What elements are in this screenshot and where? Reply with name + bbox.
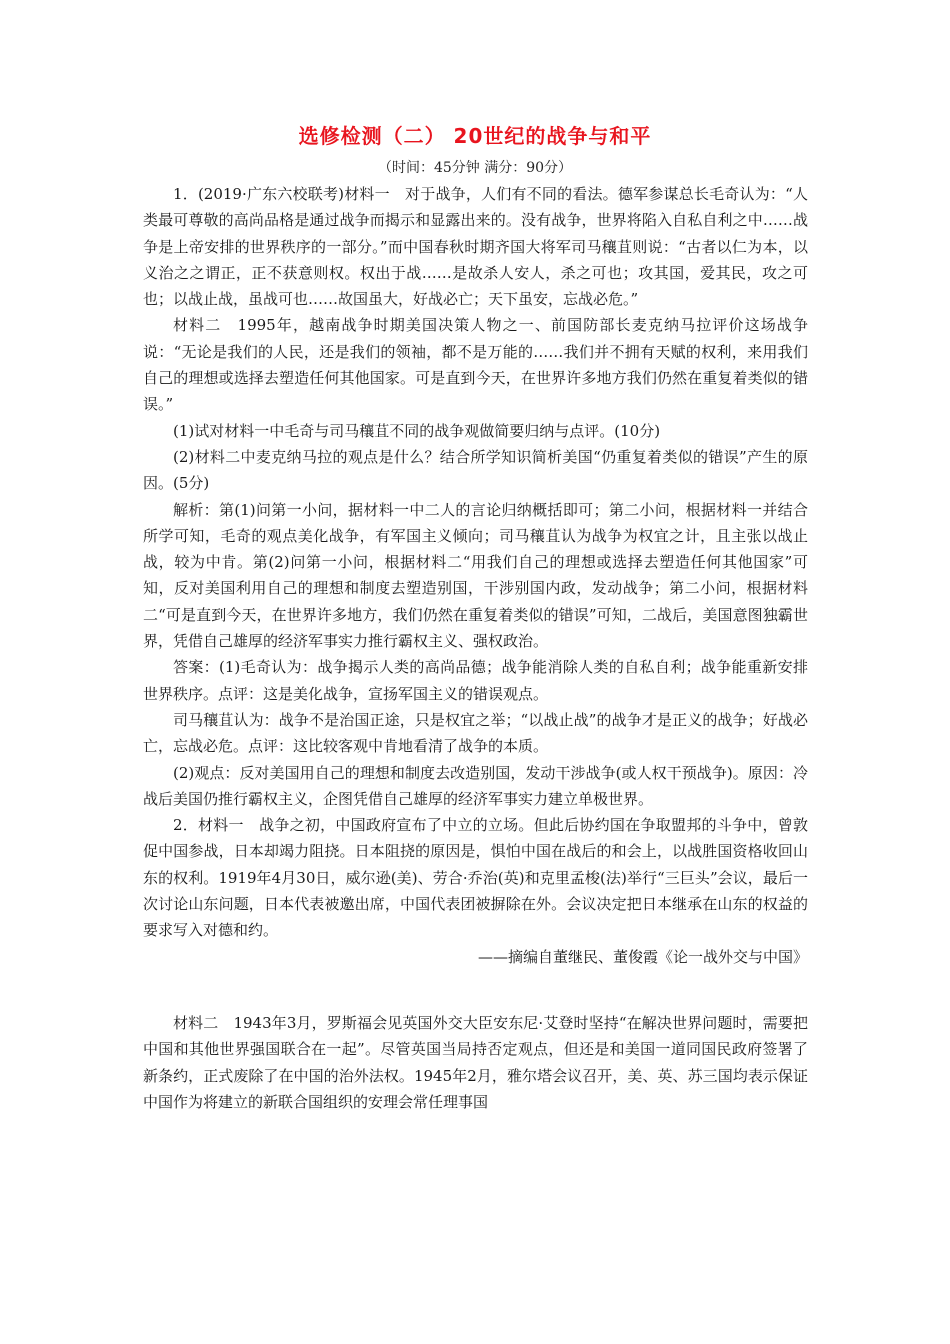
spacer	[143, 970, 808, 1010]
q1-answer-2: (2)观点：反对美国用自己的理想和制度去改造别国，发动干涉战争(或人权干预战争)。原因：冷战后美国仍推行霸权主义，企图凭借自己雄厚的经济军事实力建立单极世界。	[143, 763, 808, 808]
q1-subquestion-1: (1)试对材料一中毛奇与司马穰苴不同的战争观做简要归纳与点评。(10分)	[173, 421, 661, 440]
document-body	[143, 181, 808, 1115]
q2-material2: 材料二 1943年3月，罗斯福会见英国外交大臣安东尼·艾登时坚持“在解决世界问题时，需要把中国和其他世界强国联合在一起”。尽管英国当局持否定观点，但还是和美国一道同国民政府签署了新条约，正式废除了在中国的治外法权。1945年2月，雅尔塔会议召开，美、英、苏三国均表示保证中国作为将建立的新联合国组织的安理会常任理事国	[143, 1013, 808, 1111]
page-subtitle: （时间：45分钟 满分：90分）	[377, 160, 573, 176]
q2-material1: 2．材料一 战争之初，中国政府宣布了中立的立场。但此后协约国在争取盟邦的斗争中，曾敦促中国参战，日本却竭力阻挠。日本阻挠的原因是，惧怕中国在战后的和会上，以战胜国资格收回山东的权利。1919年4月30日，威尔逊(美)、劳合·乔治(英)和克里孟梭(法)举行“三巨头”会议，最后一次讨论山东问题，日本代表被邀出席，中国代表团被摒除在外。会议决定把日本继承在山东的权益的要求写入对德和约。	[143, 816, 808, 940]
page-title: 选修检测（二） 20世纪的战争与和平	[298, 124, 652, 148]
q2-source-citation: ——摘编自董继民、董俊霞《论一战外交与中国》	[477, 947, 808, 966]
q1-subquestion-2: (2)材料二中麦克纳马拉的观点是什么？结合所学知识简析美国“仍重复着类似的错误”产生的原因。(5分)	[143, 447, 808, 493]
q1-analysis: 解析：第(1)问第一小问，据材料一中二人的言论归纳概括即可；第二小问，根据材料一并结合所学可知，毛奇的观点美化战争，有军国主义倾向；司马穰苴认为战争为权宜之计，且主张以战止战，较为中肯。第(2)问第一小问，根据材料二“用我们自己的理想或选择去塑造任何其他国家”可知，反对美国利用自己的理想和制度去塑造别国，干涉别国内政，发动战争；第二小问，根据材料二“可是直到今天，在世界许多地方，我们仍然在重复着类似的错误”可知，二战后，美国意图独霸世界，凭借自己雄厚的经济军事实力推行霸权主义、强权政治。	[143, 500, 808, 651]
q1-stem: 1．(2019·广东六校联考)材料一 对于战争，人们有不同的看法。德军参谋总长毛奇认为：“人类最可尊敬的高尚品格是通过战争而揭示和显露出来的。没有战争，世界将陷入自私自利之中……战争是上帝安排的世界秩序的一部分。”而中国春秋时期齐国大将军司马穰苴则说：“古者以仁为本，以义治之之谓正，正不获意则权。权出于战……是故杀人安人，杀之可也；攻其国，爱其民，攻之可也；以战止战，虽战可也……故国虽大，好战必亡；天下虽安，忘战必危。”	[143, 185, 808, 309]
q1-material2: 材料二 1995年，越南战争时期美国决策人物之一、前国防部长麦克纳马拉评价这场战争说：“无论是我们的人民，还是我们的领袖，都不是万能的……我们并不拥有天赋的权利，来用我们自己的理想或选择去塑造任何其他国家。可是直到今天，在世界许多地方我们仍然在重复着类似的错误。”	[143, 316, 808, 414]
q1-answer-1: 答案：(1)毛奇认为：战争揭示人类的高尚品德；战争能消除人类的自私自利；战争能重新安排世界秩序。点评：这是美化战争，宣扬军国主义的错误观点。	[143, 658, 808, 703]
q1-answer-1b: 司马穰苴认为：战争不是治国正途，只是权宜之举；“以战止战”的战争才是正义的战争；好战必亡，忘战必危。点评：这比较客观中肯地看清了战争的本质。	[143, 710, 808, 756]
